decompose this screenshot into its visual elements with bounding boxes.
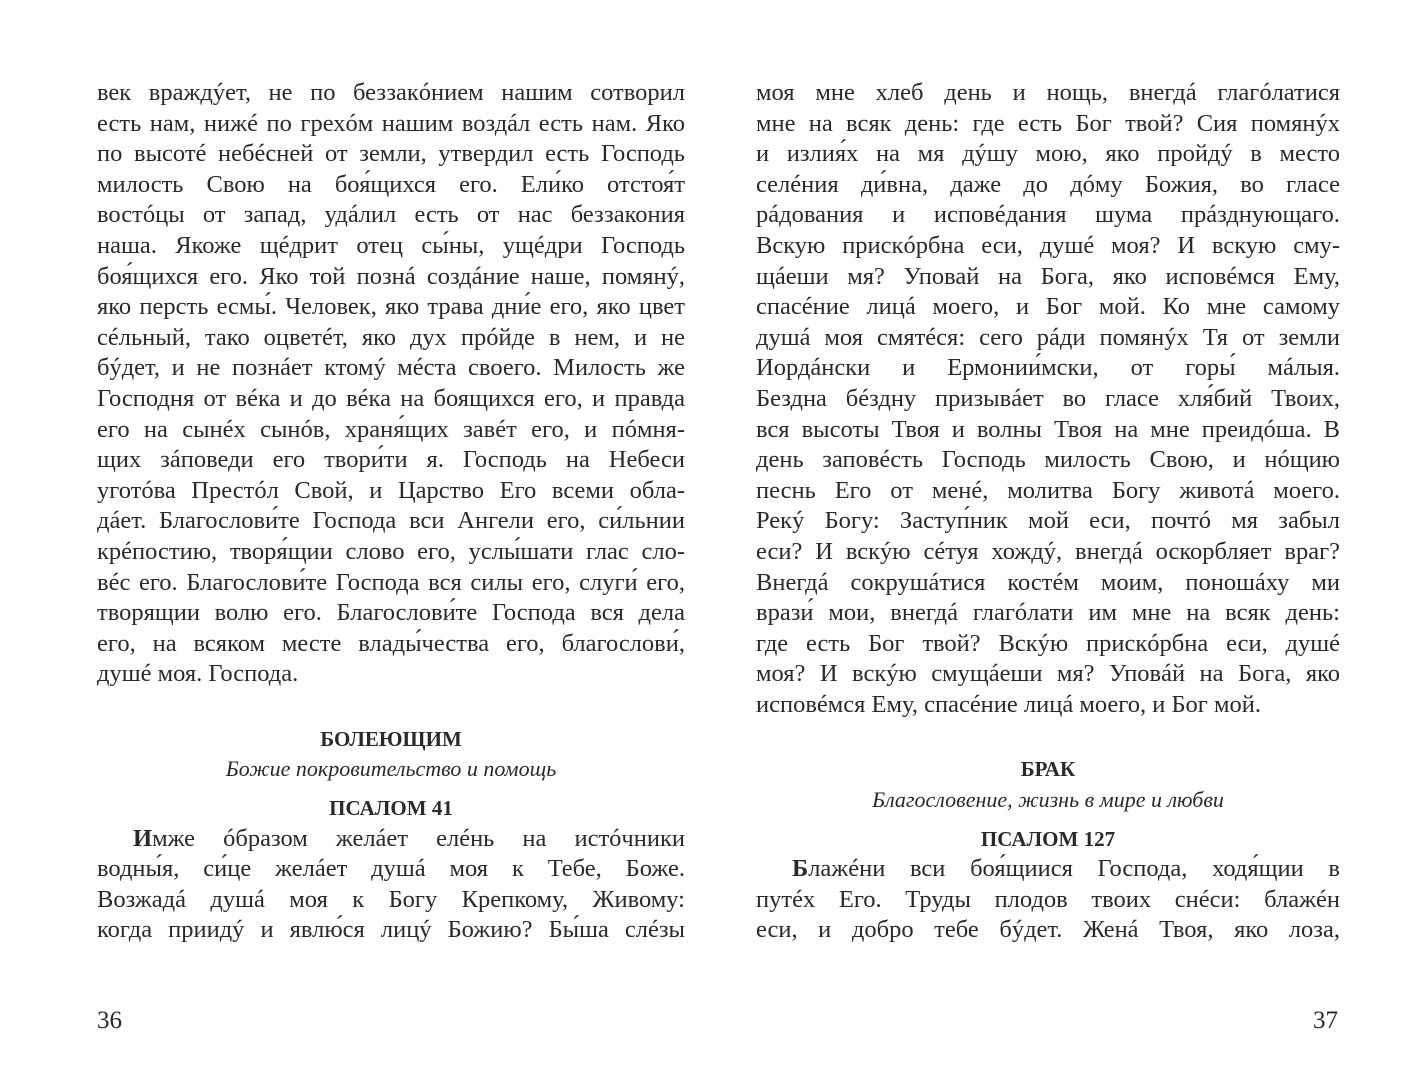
left-page — [0, 0, 704, 1080]
text-line: Вскую прискóрбна еси, душé моя? И вскую сму- — [756, 231, 1340, 259]
text-line: век враждýет, не по беззакóнием нашим сотворил — [97, 79, 685, 106]
text-line: Рекý Богу: Заступ́ник мой еси, почтó мя забыл — [756, 507, 1340, 535]
text-line: Бездна бéздну призывáет во гласе хля́бий Твоих, — [756, 384, 1340, 412]
text-line: есть нам, нижé по грехóм нашим воздáл есть нам. Яко — [97, 109, 685, 137]
text-line: милость Свою на боя́щихся его. Ели́ко отстоя́т — [97, 170, 685, 198]
text-line: водны́я, си́це желáет душá моя к Тебе, Боже. — [97, 855, 685, 883]
text-line: его на сынéх сынóв, храня́щих завéт его, и пóмня- — [97, 415, 685, 443]
text-line: яко персть есмы́. Человек, яко трава дни́е его, яко цвет — [97, 293, 685, 321]
text-line: и излия́х на мя дýшу мою, яко пройдý в место — [756, 140, 1340, 168]
psalm-text — [97, 824, 685, 946]
page-number: 37 — [1313, 1007, 1338, 1034]
text-line: щих зáповеди его твори́ти я. Господь на Небеси — [97, 446, 685, 474]
text-line: селéния ди́вна, даже до дóму Божия, во гласе — [756, 170, 1340, 198]
text-line: бýдет, и не познáет ктомý мéста своего. Милость же — [97, 354, 685, 382]
text-line: песнь Его от менé, молитва Богу животá моего. — [756, 476, 1340, 504]
text-line: путéх Его. Труды плодов твоих снéси: блажéн — [756, 885, 1340, 913]
psalm-heading: ПСАЛОМ 127 — [980, 826, 1116, 851]
text-line: наша. Якоже щéдрит отец сы́ны, ущéдри Господь — [97, 231, 685, 259]
text-line: вéс его. Благослови́те Господа вся силы его, слуги́ его, — [97, 568, 685, 596]
text-line: врази́ мои, внегдá глагóлати им мне на всяк день: — [756, 599, 1340, 627]
text-line: боя́щихся его. Яко той познá создáние наше, помянý, — [97, 262, 685, 290]
drop-cap: Б — [792, 855, 809, 883]
text-line: исповéмся Ему, спасéние лицá моего, и Бог мой. — [756, 690, 1261, 718]
text-line: крéпостию, творя́щии слово его, услы́шати глас сло- — [97, 537, 685, 565]
text-line: сéльный, тако оцветéт, яко дух прóйде в нем, и не — [97, 323, 685, 351]
text-line: когда приидý и явлю́ся лицý Божию? Бы́ша слéзы — [97, 916, 685, 944]
text-line — [97, 824, 685, 855]
text-line: Господня от вéка и до вéка на боящихся его, и правда — [97, 384, 685, 412]
drop-cap: И — [133, 824, 153, 852]
text-line: душé моя. Господа. — [97, 660, 299, 688]
text-line: по высотé небéсней от земли, утвердил есть Господь — [97, 140, 685, 168]
text-line: Внегдá сокрушáтися костéм моим, поношáху ми — [756, 568, 1340, 596]
section-title: БОЛЕЮЩИМ — [320, 726, 462, 751]
text-line: еси? И вскýю сéтуя хождý, внегдá оскорбляет враг? — [756, 537, 1340, 565]
section-title: БРАК — [1020, 757, 1076, 782]
text-line — [756, 854, 1340, 885]
text-line: востóцы от запад, удáлил есть от нас беззакония — [97, 201, 685, 229]
text-line: дáет. Благослови́те Господа вси Ангели его, си́льнии — [97, 507, 685, 535]
text-line: моя? И вскýю смущáеши мя? Уповáй на Бога, яко — [756, 660, 1340, 688]
text-line: душá моя смятéся: сего рáди помянýх Тя от земли — [756, 323, 1340, 351]
right-text-block — [756, 78, 1340, 946]
text-line: уготóва Престóл Свой, и Царство Его всеми обла- — [97, 476, 685, 504]
text-line: спасéние лицá моего, и Бог мой. Ко мне самому — [756, 293, 1340, 321]
section-subtitle: Благословение, жизнь в мире и любви — [872, 787, 1224, 813]
psalm-text — [756, 854, 1340, 946]
text-line: его, на всяком месте влады́чества его, благослови́, — [97, 629, 685, 657]
text-line: моя мне хлеб день и нощь, внегдá глагóлатися — [756, 79, 1340, 106]
text-line: день заповéсть Господь милость Свою, и нóщию — [756, 446, 1340, 474]
left-text-block — [97, 78, 685, 946]
right-page — [704, 0, 1409, 1080]
right-continuation-text — [756, 78, 1340, 720]
page-number: 36 — [97, 1007, 122, 1034]
text-line: рáдования и исповéдания шума прáзднующаго. — [756, 201, 1340, 229]
left-continuation-text — [97, 78, 685, 690]
text-line: творящии волю его. Благослови́те Господа вся дела — [97, 599, 685, 627]
text-line: Иордáнски и Ермонии́мски, от горы́ мáлыя. — [756, 354, 1340, 382]
text-line: щáеши мя? Уповай на Бога, яко исповéмся Ему, — [756, 262, 1340, 290]
text-line-rest: мже óбразом желáет елéнь на истóчники — [152, 824, 685, 852]
text-line: вся высоты Твоя и волны Твоя на мне преидóша. В — [756, 415, 1340, 443]
text-line: мне на всяк день: где есть Бог твой? Сия помянýх — [756, 109, 1340, 137]
text-line: Возжадá душá моя к Богу Крепкому, Живому: — [97, 885, 685, 913]
text-line-rest: лажéни вси боя́щиися Господа, ходя́щии в — [808, 855, 1340, 883]
text-line: еси, и добро тебе бýдет. Женá Твоя, яко лоза, — [756, 916, 1340, 944]
text-line: где есть Бог твой? Вскýю прискóрбна еси, душé — [756, 629, 1340, 657]
section-subtitle: Божие покровительство и помощь — [225, 756, 557, 782]
psalm-heading: ПСАЛОМ 41 — [329, 796, 453, 821]
